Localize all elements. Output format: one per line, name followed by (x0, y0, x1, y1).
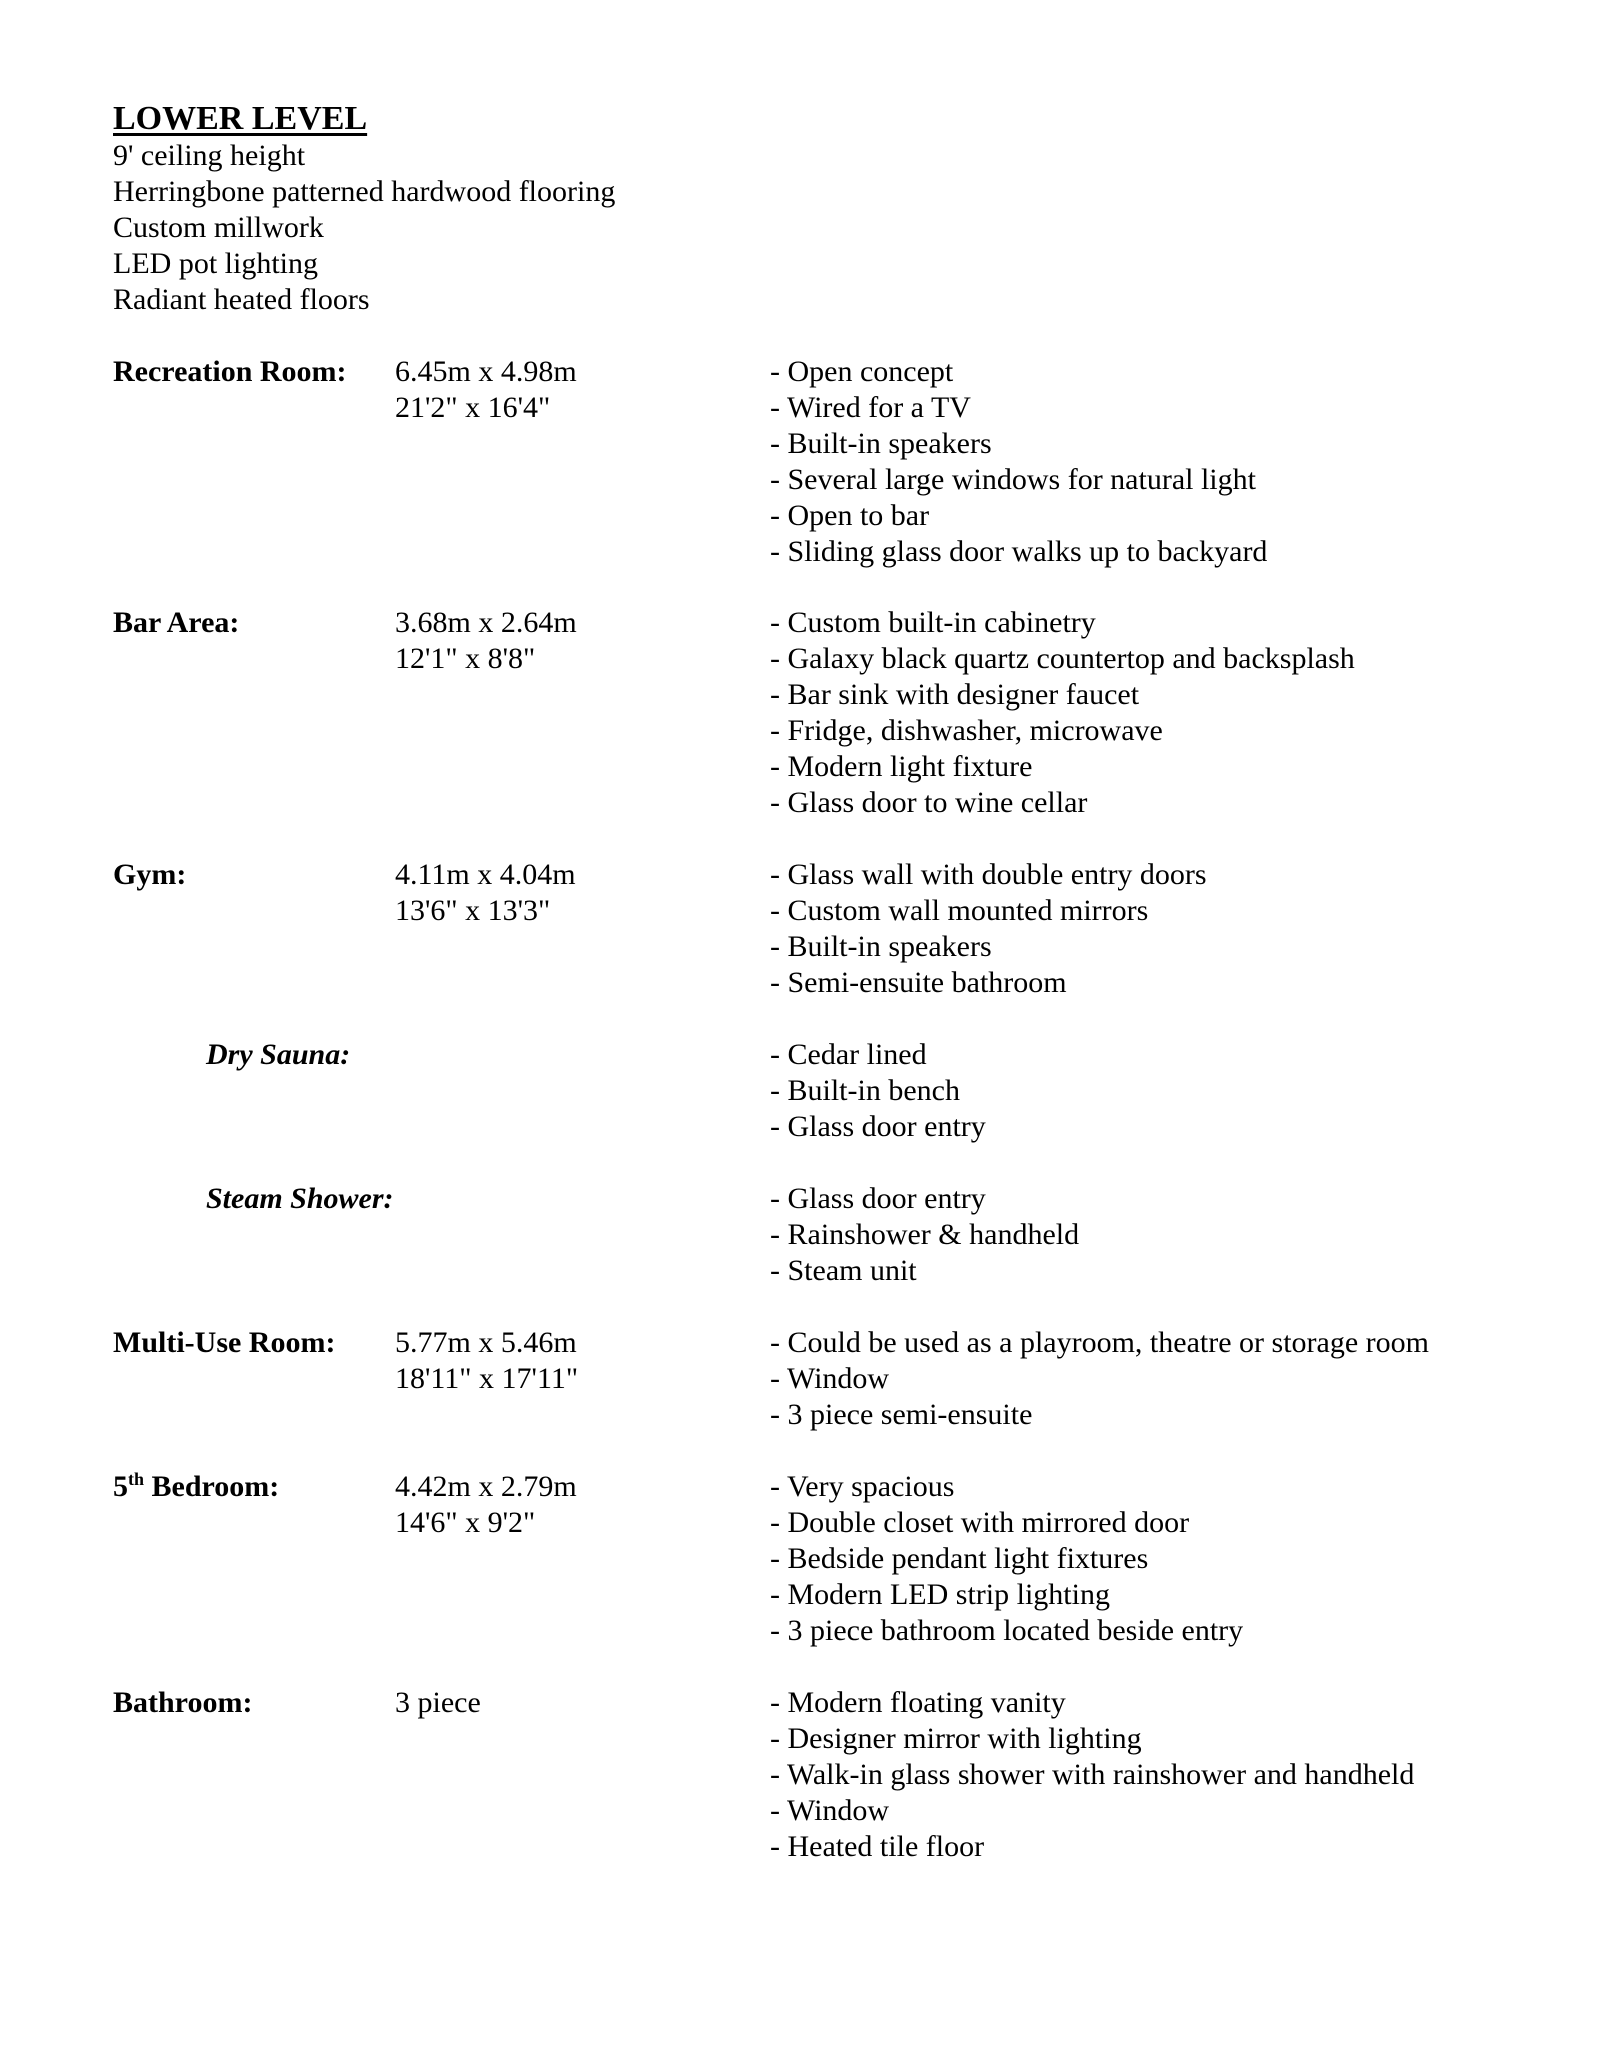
room-notes (770, 1325, 1429, 1433)
note-item: - Several large windows for natural light (770, 463, 1256, 496)
room-notes (770, 605, 1355, 821)
room-notes (770, 1037, 986, 1145)
note-item: - Open concept (770, 355, 954, 388)
dimension-metric: 4.11m x 4.04m (395, 858, 576, 891)
room-notes (770, 1469, 1243, 1649)
note-item: - Glass door entry (770, 1182, 986, 1215)
feature-millwork: Custom millwork (113, 211, 324, 244)
dimension-imperial: 18'11" x 17'11" (395, 1362, 579, 1395)
note-item: - Very spacious (770, 1470, 955, 1503)
level-features-list (113, 138, 615, 318)
note-item: - Designer mirror with lighting (770, 1722, 1142, 1755)
note-item: - Galaxy black quartz countertop and backsplash (770, 642, 1355, 675)
room-name: Bathroom: (113, 1686, 253, 1719)
note-item: - Glass wall with double entry doors (770, 858, 1207, 891)
room-notes (770, 857, 1207, 1001)
note-item: - Could be used as a playroom, theatre or storage room (770, 1326, 1429, 1359)
note-item: - Window (770, 1794, 890, 1827)
room-notes (770, 1181, 1079, 1289)
room-dimensions (395, 1469, 577, 1541)
room-name-ordinal: th (128, 1469, 145, 1489)
room-dimensions (395, 857, 576, 929)
room-name: Gym: (113, 858, 187, 891)
note-item: - Wired for a TV (770, 391, 971, 424)
note-item: - Fridge, dishwasher, microwave (770, 714, 1163, 747)
dimension-metric: 5.77m x 5.46m (395, 1326, 577, 1359)
note-item: - Semi-ensuite bathroom (770, 966, 1067, 999)
note-item: - Modern floating vanity (770, 1686, 1066, 1719)
feature-ceiling-height: 9' ceiling height (113, 139, 306, 172)
room-dimensions (395, 354, 577, 426)
room-notes (770, 1685, 1414, 1865)
feature-pot-lighting: LED pot lighting (113, 247, 318, 280)
dimension-imperial: 21'2" x 16'4" (395, 391, 551, 424)
note-item: - Heated tile floor (770, 1830, 985, 1863)
note-item: - Custom wall mounted mirrors (770, 894, 1149, 927)
room-name-text: Bedroom: (144, 1470, 280, 1503)
dimension-metric: 3.68m x 2.64m (395, 606, 577, 639)
note-item: - Open to bar (770, 499, 930, 532)
room-name: Dry Sauna: (206, 1038, 351, 1071)
room-name (113, 1469, 279, 1505)
dimension-metric: 4.42m x 2.79m (395, 1470, 577, 1503)
note-item: - Rainshower & handheld (770, 1218, 1080, 1251)
note-item: - Steam unit (770, 1254, 917, 1287)
note-item: - 3 piece bathroom located beside entry (770, 1614, 1244, 1647)
note-item: - Built-in bench (770, 1074, 960, 1107)
note-item: - Glass door entry (770, 1110, 986, 1143)
note-item: - Custom built-in cabinetry (770, 606, 1096, 639)
note-item: - Bar sink with designer faucet (770, 678, 1140, 711)
dimension-description: 3 piece (395, 1686, 481, 1719)
note-item: - Bedside pendant light fixtures (770, 1542, 1149, 1575)
room-dimensions (395, 605, 577, 677)
dimension-imperial: 12'1" x 8'8" (395, 642, 536, 675)
room-dimensions (395, 1685, 481, 1721)
note-item: - Window (770, 1362, 890, 1395)
room-name: Bar Area: (113, 606, 240, 639)
feature-flooring: Herringbone patterned hardwood flooring (113, 175, 616, 208)
feature-heated-floors: Radiant heated floors (113, 283, 370, 316)
note-item: - Sliding glass door walks up to backyard (770, 535, 1268, 568)
note-item: - Modern light fixture (770, 750, 1033, 783)
room-name: Multi-Use Room: (113, 1326, 336, 1359)
note-item: - 3 piece semi-ensuite (770, 1398, 1033, 1431)
note-item: - Built-in speakers (770, 930, 992, 963)
note-item: - Double closet with mirrored door (770, 1506, 1190, 1539)
dimension-imperial: 14'6" x 9'2" (395, 1506, 536, 1539)
note-item: - Built-in speakers (770, 427, 992, 460)
dimension-imperial: 13'6" x 13'3" (395, 894, 551, 927)
room-name-number: 5 (113, 1470, 128, 1503)
page-title: LOWER LEVEL (113, 100, 368, 137)
room-name: Recreation Room: (113, 355, 347, 388)
room-notes (770, 354, 1267, 570)
note-item: - Cedar lined (770, 1038, 927, 1071)
note-item: - Walk-in glass shower with rainshower and handheld (770, 1758, 1415, 1791)
note-item: - Modern LED strip lighting (770, 1578, 1110, 1611)
dimension-metric: 6.45m x 4.98m (395, 355, 577, 388)
room-name: Steam Shower: (206, 1182, 394, 1215)
room-dimensions (395, 1325, 578, 1397)
note-item: - Glass door to wine cellar (770, 786, 1088, 819)
